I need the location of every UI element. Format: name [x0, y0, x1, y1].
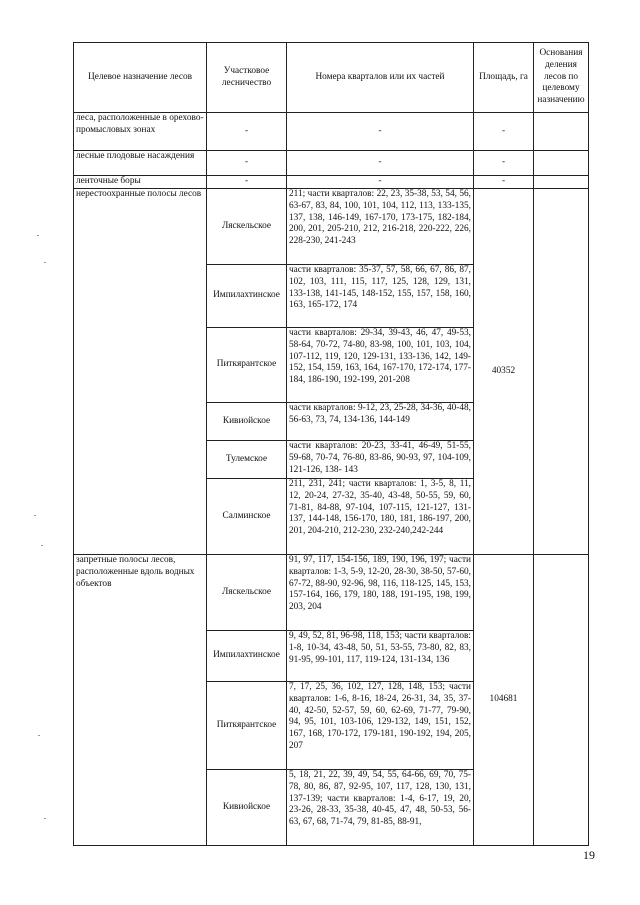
table-row	[74, 113, 589, 151]
group-area: 40352	[474, 189, 534, 555]
header-quarters: Номера кварталов или их частей	[287, 43, 474, 113]
row-purpose: ленточные боры	[74, 176, 207, 189]
group-area: 104681	[474, 555, 534, 846]
group-basis	[534, 555, 589, 846]
row-quarters: -	[287, 113, 474, 151]
scan-speck	[44, 262, 46, 263]
row-forestry: Тулемское	[207, 441, 287, 479]
table-row	[74, 151, 589, 176]
row-forestry: Ляскельское	[207, 555, 287, 631]
header-purpose: Целевое назначение лесов	[74, 43, 207, 113]
row-quarters: 9, 49, 52, 81, 96-98, 118, 153; части кварталов: 1-8, 10-34, 43-48, 50, 51, 53-55, 73-80, 82, 83, 91-95, 99-101, 117, 119-124, 131-134, 136	[287, 631, 474, 682]
scan-speck	[34, 515, 36, 516]
table-row	[74, 555, 589, 631]
row-quarters: -	[287, 176, 474, 189]
row-forestry: Импилахтинское	[207, 631, 287, 682]
header-forestry: Участковое лесничество	[207, 43, 287, 113]
row-quarters: части кварталов: 20-23, 33-41, 46-49, 51-55, 59-68, 70-74, 76-80, 83-86, 90-93, 97, 104-109, 121-126, 138- 143	[287, 441, 474, 479]
row-forestry: Кивиойское	[207, 770, 287, 846]
row-area: -	[474, 151, 534, 176]
row-forestry: Ляскельское	[207, 189, 287, 265]
row-purpose: леса, расположенные в орехово-промысловых зонах	[74, 113, 207, 151]
header-area: Площадь, га	[474, 43, 534, 113]
row-forestry: -	[207, 113, 287, 151]
row-quarters: части кварталов: 9-12, 23, 25-28, 34-36, 40-48, 56-63, 73, 74, 134-136, 144-149	[287, 403, 474, 441]
row-purpose: лесные плодовые насаждения	[74, 151, 207, 176]
table-row	[74, 176, 589, 189]
row-forestry: Питкярантское	[207, 328, 287, 403]
row-basis	[534, 113, 589, 151]
row-forestry: Салминское	[207, 479, 287, 555]
scan-speck	[41, 545, 43, 546]
row-forestry: Питкярантское	[207, 682, 287, 770]
scan-speck	[37, 235, 39, 236]
row-area: -	[474, 113, 534, 151]
group-purpose: запретные полосы лесов, расположенные вдоль водных объектов	[74, 555, 207, 846]
header-basis: Основания деления лесов по целевому назначению	[534, 43, 589, 113]
row-forestry: -	[207, 151, 287, 176]
group-purpose: нерестоохранные полосы лесов	[74, 189, 207, 555]
row-forestry: -	[207, 176, 287, 189]
row-basis	[534, 151, 589, 176]
scan-speck	[44, 818, 46, 819]
row-quarters: 91, 97, 117, 154-156, 189, 190, 196, 197; части кварталов: 1-3, 5-9, 12-20, 28-30, 38-50, 57-60, 67-72, 88-90, 92-96, 98, 116, 118-125, 145, 153, 157-164, 166, 179, 180, 188, 191-195, 198, 199, 203, 204	[287, 555, 474, 631]
row-area: -	[474, 176, 534, 189]
row-quarters: 211, 231, 241; части кварталов: 1, 3-5, 8, 11, 12, 20-24, 27-32, 35-40, 43-48, 50-55, 59, 60, 71-81, 84-88, 97-104, 107-115, 121-127, 131-137, 144-148, 156-170, 180, 181, 186-197, 200, 201, 204-210, 212-230, 232-240,242-244	[287, 479, 474, 555]
row-quarters: части кварталов: 35-37, 57, 58, 66, 67, 86, 87, 102, 103, 111, 115, 117, 125, 128, 129, 131, 133-138, 141-145, 148-152, 155, 157, 158, 160, 163, 165-172, 174	[287, 265, 474, 328]
row-quarters: -	[287, 151, 474, 176]
row-forestry: Кивиойское	[207, 403, 287, 441]
scan-speck	[38, 735, 40, 736]
row-forestry: Импилахтинское	[207, 265, 287, 328]
forest-purpose-table	[73, 42, 589, 846]
row-quarters: 211; части кварталов: 22, 23, 35-38, 53, 54, 56, 63-67, 83, 84, 100, 101, 104, 112, 113, 133-135, 137, 138, 146-149, 167-170, 173-175, 182-184, 200, 201, 205-210, 212, 216-218, 220-222, 226, 228-230, 241-243	[287, 189, 474, 265]
group-basis	[534, 189, 589, 555]
row-quarters: части кварталов: 29-34, 39-43, 46, 47, 49-53, 58-64, 70-72, 74-80, 83-98, 100, 101, 103, 104, 107-112, 119, 120, 129-131, 133-136, 142, 149-152, 154, 159, 163, 164, 167-170, 172-174, 177-184, 186-190, 192-199, 201-208	[287, 328, 474, 403]
row-basis	[534, 176, 589, 189]
row-quarters: 7, 17, 25, 36, 102, 127, 128, 148, 153; части кварталов: 1-6, 8-16, 18-24, 26-31, 34, 35, 37-40, 42-50, 52-57, 59, 60, 62-69, 71-77, 79-90, 94, 95, 101, 103-106, 129-132, 149, 151, 152, 167, 168, 170-172, 179-181, 190-192, 194, 205, 207	[287, 682, 474, 770]
page-number: 19	[583, 848, 595, 862]
header-row	[74, 43, 589, 113]
table-row	[74, 189, 589, 265]
row-quarters: 5, 18, 21, 22, 39, 49, 54, 55, 64-66, 69, 70, 75-78, 80, 86, 87, 92-95, 107, 117, 128, 130, 131, 137-139; части кварталов: 1-4, 6-17, 19, 20, 23-26, 28-33, 35-38, 40-45, 47, 48, 50-53, 56-63, 67, 68, 71-74, 79, 81-85, 88-91,	[287, 770, 474, 846]
